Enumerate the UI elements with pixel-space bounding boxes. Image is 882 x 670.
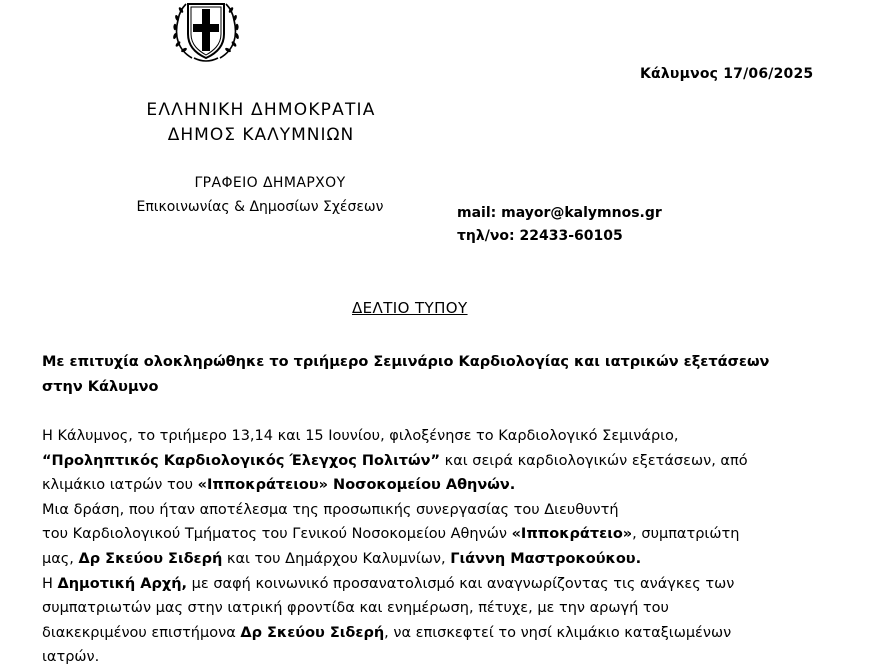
body-line-2 — [42, 449, 862, 474]
body-line-8 — [42, 596, 862, 621]
body-text-segment: , συμπατριώτη — [632, 526, 740, 543]
body-line-1 — [42, 424, 862, 449]
body-text-segment: συμπατριωτών μας στην ιατρική φροντίδα και ενημέρωση, πέτυχε, με την αρωγή του — [42, 600, 669, 617]
body-text — [42, 424, 862, 670]
republic-heading: ΕΛΛΗΝΙΚΗ ΔΗΜΟΚΡΑΤΙΑ — [146, 100, 376, 120]
hospital-name: «Ιπποκράτειο» — [511, 526, 633, 543]
doctor-name: Δρ Σκεύου Σιδερή — [78, 550, 223, 567]
body-text-segment: μας, — [42, 550, 79, 567]
body-line-10 — [42, 645, 862, 670]
body-text-segment: , να επισκεφτεί το νησί κλιμάκιο καταξιωμένων — [384, 624, 732, 641]
headline-line-1: Με επιτυχία ολοκληρώθηκε το τριήμερο Σεμινάριο Καρδιολογίας και ιατρικών εξετάσεων — [42, 354, 770, 370]
document-date: Κάλυμνος 17/06/2025 — [640, 66, 814, 82]
body-text-segment: με σαφή κοινωνικό προσανατολισμό και αναγνωρίζοντας τις ανάγκες των — [187, 575, 735, 592]
seminar-title: “Προληπτικός Καρδιολογικός Έλεγχος Πολιτών” — [42, 452, 441, 469]
municipal-authority: Δημοτική Αρχή, — [57, 575, 188, 592]
body-text-segment: Η Κάλυμνος, το τριήμερο 13,14 και 15 Ιουνίου, φιλοξένησε το Καρδιολογικό Σεμινάριο, — [42, 428, 679, 444]
body-text-segment: κλιμάκιο ιατρών του — [42, 477, 198, 494]
mayor-name: Γιάννη Μαστροκούκου. — [450, 550, 642, 567]
body-line-5 — [42, 522, 862, 547]
press-release-title: ΔΕΛΤΙΟ ΤΥΠΟΥ — [352, 299, 468, 317]
body-line-7 — [42, 572, 862, 597]
body-text-segment: Η — [42, 575, 58, 592]
municipality-heading: ΔΗΜΟΣ ΚΑΛΥΜΝΙΩΝ — [167, 125, 355, 145]
body-line-6 — [42, 547, 862, 572]
body-line-3 — [42, 473, 862, 498]
body-text-segment: του Καρδιολογικού Τμήματος του Γενικού Νοσοκομείου Αθηνών — [42, 526, 512, 543]
doctor-name: Δρ Σκεύου Σιδερή — [240, 624, 385, 641]
hospital-name: «Ιπποκράτειου» Νοσοκομείου Αθηνών. — [197, 477, 516, 494]
greek-coat-of-arms-icon — [170, 0, 242, 64]
body-line-9 — [42, 621, 862, 646]
body-text-segment: και του Δημάρχου Καλυμνίων, — [222, 550, 451, 567]
headline-line-2: στην Κάλυμνο — [42, 379, 159, 395]
body-text-segment: και σειρά καρδιολογικών εξετάσεων, από — [440, 452, 748, 469]
body-text-segment: διακεκριμένου επιστήμονα — [42, 624, 241, 641]
contact-phone: τηλ/νο: 22433-60105 — [457, 228, 623, 244]
body-text-segment: Μια δράση, που ήταν αποτέλεσμα της προσωπικής συνεργασίας του Διευθυντή — [42, 501, 619, 518]
body-line-4 — [42, 498, 862, 523]
headline — [42, 350, 842, 400]
body-text-segment: ιατρών. — [42, 649, 100, 666]
department-heading: Επικοινωνίας & Δημοσίων Σχέσεων — [136, 199, 384, 215]
contact-email: mail: mayor@kalymnos.gr — [457, 205, 662, 221]
office-heading: ΓΡΑΦΕΙΟ ΔΗΜΑΡΧΟΥ — [194, 175, 346, 191]
